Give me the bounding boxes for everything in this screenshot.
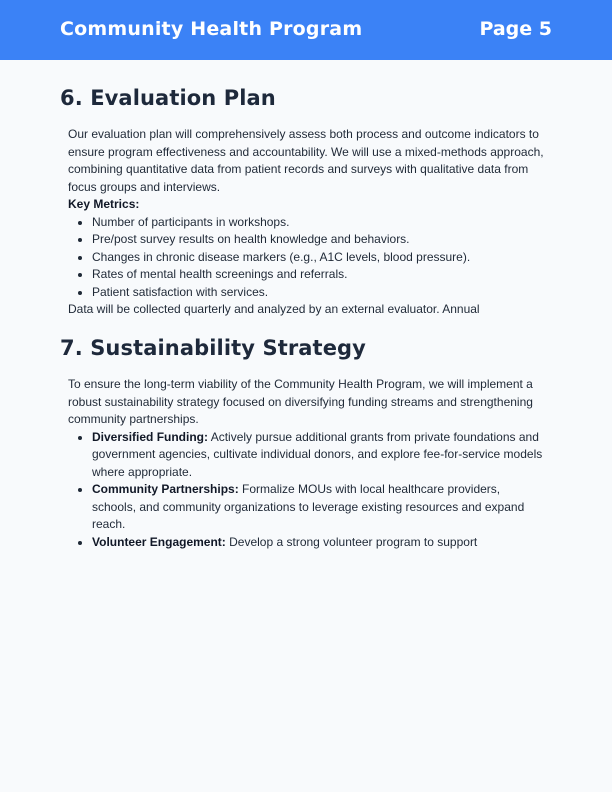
list-item: [92, 429, 544, 482]
item-text: Formalize MOUs with local healthcare providers, schools, and community organizations to leverage existing resources and expand reach.: [92, 482, 525, 531]
item-text: Actively pursue additional grants from private foundations and government agencies, cultivate individual donors, and explore fee-for-service models where appropriate.: [92, 429, 543, 479]
strategy-list: [68, 429, 544, 552]
list-item: • Rates of mental health screenings and referrals.: [92, 266, 544, 284]
section-body: [68, 376, 544, 551]
list-item: • Number of participants in workshops.: [92, 214, 544, 232]
item-label: Diversified Funding:: [92, 429, 209, 444]
section-intro: Our evaluation plan will comprehensively assess both process and outcome indicators to ensure program effectiveness and accountability. We will use a mixed-methods approach, combining quantitative data from patient records and surveys with qualitative data from focus groups and interviews.: [68, 127, 544, 194]
item-text: Develop a strong volunteer program to support: [225, 534, 478, 549]
list-item: [92, 481, 544, 534]
document-title: Community Health Program: [60, 18, 363, 40]
list-item: • Pre/post survey results on health knowledge and behaviors.: [92, 231, 544, 249]
list-item: [92, 534, 544, 552]
item-label: Community Partnerships:: [92, 482, 239, 496]
section-heading: 6. Evaluation Plan: [60, 86, 276, 110]
list-item: • Changes in chronic disease markers (e.g., A1C levels, blood pressure).: [92, 249, 544, 267]
section-body: [68, 126, 544, 319]
item-label: Volunteer Engagement:: [92, 534, 226, 549]
key-metrics-list: [68, 214, 544, 302]
list-item: • Patient satisfaction with services.: [92, 284, 544, 302]
page-header: [0, 0, 612, 60]
section-closing: Data will be collected quarterly and analyzed by an external evaluator. Annual: [68, 302, 480, 316]
section-intro: To ensure the long-term viability of the Community Health Program, we will implement a robust sustainability strategy focused on diversifying funding streams and strengthening community partnerships.: [68, 377, 533, 426]
key-metrics-label: Key Metrics:: [68, 197, 140, 211]
section-sustainability-strategy: [60, 336, 552, 551]
section-heading: 7. Sustainability Strategy: [60, 336, 366, 360]
page-content: [60, 86, 552, 549]
section-evaluation-plan: [60, 86, 552, 319]
page-number: Page 5: [479, 18, 552, 40]
